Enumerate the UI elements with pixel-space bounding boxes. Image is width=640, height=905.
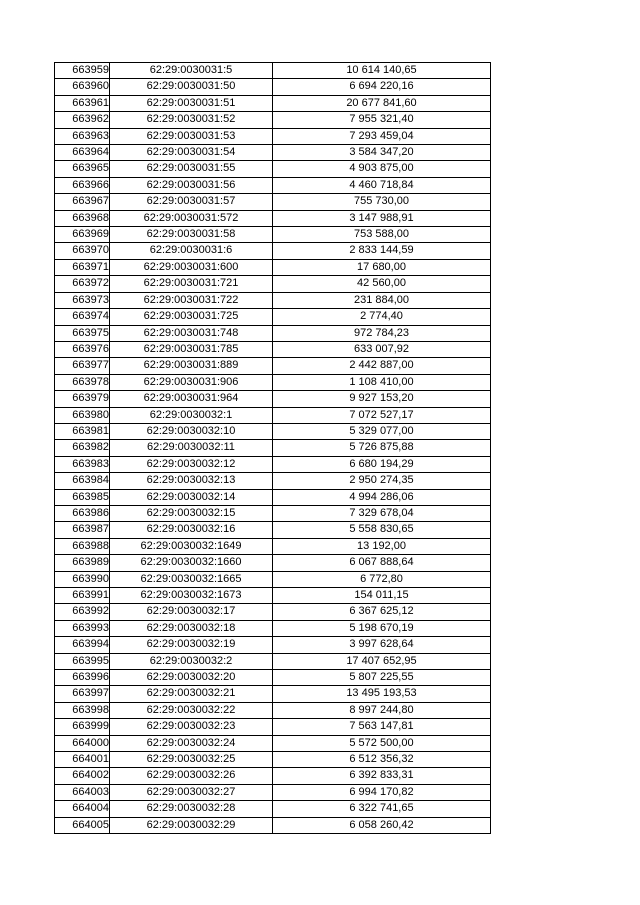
row-id-cell: 663997 bbox=[55, 686, 110, 702]
cadastral-number-cell: 62:29:0030032:1 bbox=[110, 407, 273, 423]
cadastral-number-cell: 62:29:0030031:748 bbox=[110, 325, 273, 341]
table-row bbox=[55, 752, 491, 768]
cadastral-number-cell: 62:29:0030032:16 bbox=[110, 522, 273, 538]
table-row bbox=[55, 719, 491, 735]
table-row bbox=[55, 243, 491, 259]
table-row bbox=[55, 768, 491, 784]
cadastral-number-cell: 62:29:0030031:57 bbox=[110, 194, 273, 210]
cadastral-number-cell: 62:29:0030031:906 bbox=[110, 374, 273, 390]
cadastral-number-cell: 62:29:0030032:13 bbox=[110, 473, 273, 489]
row-id-cell: 663976 bbox=[55, 341, 110, 357]
table-body bbox=[55, 63, 491, 834]
cadastral-number-cell: 62:29:0030032:22 bbox=[110, 702, 273, 718]
table-row bbox=[55, 571, 491, 587]
row-id-cell: 663971 bbox=[55, 259, 110, 275]
row-id-cell: 663965 bbox=[55, 161, 110, 177]
row-id-cell: 663989 bbox=[55, 555, 110, 571]
table-row bbox=[55, 620, 491, 636]
row-id-cell: 663967 bbox=[55, 194, 110, 210]
value-cell: 10 614 140,65 bbox=[273, 63, 491, 79]
table-row bbox=[55, 686, 491, 702]
row-id-cell: 664005 bbox=[55, 817, 110, 833]
row-id-cell: 663988 bbox=[55, 538, 110, 554]
cadastral-number-cell: 62:29:0030032:23 bbox=[110, 719, 273, 735]
value-cell: 13 192,00 bbox=[273, 538, 491, 554]
row-id-cell: 664002 bbox=[55, 768, 110, 784]
table-row bbox=[55, 440, 491, 456]
value-cell: 4 903 875,00 bbox=[273, 161, 491, 177]
value-cell: 6 322 741,65 bbox=[273, 801, 491, 817]
row-id-cell: 663973 bbox=[55, 292, 110, 308]
value-cell: 633 007,92 bbox=[273, 341, 491, 357]
table-row bbox=[55, 95, 491, 111]
value-cell: 5 807 225,55 bbox=[273, 670, 491, 686]
row-id-cell: 663960 bbox=[55, 79, 110, 95]
value-cell: 6 392 833,31 bbox=[273, 768, 491, 784]
row-id-cell: 663992 bbox=[55, 604, 110, 620]
cadastral-number-cell: 62:29:0030031:5 bbox=[110, 63, 273, 79]
value-cell: 6 772,80 bbox=[273, 571, 491, 587]
table-row bbox=[55, 423, 491, 439]
table-sheet bbox=[54, 62, 491, 834]
cadastral-number-cell: 62:29:0030032:12 bbox=[110, 456, 273, 472]
value-cell: 3 997 628,64 bbox=[273, 637, 491, 653]
row-id-cell: 663980 bbox=[55, 407, 110, 423]
table-row bbox=[55, 801, 491, 817]
cadastral-number-cell: 62:29:0030031:58 bbox=[110, 227, 273, 243]
table-row bbox=[55, 735, 491, 751]
value-cell: 7 563 147,81 bbox=[273, 719, 491, 735]
table-row bbox=[55, 309, 491, 325]
table-row bbox=[55, 456, 491, 472]
table-row bbox=[55, 374, 491, 390]
value-cell: 7 955 321,40 bbox=[273, 112, 491, 128]
cadastral-number-cell: 62:29:0030031:889 bbox=[110, 358, 273, 374]
table-row bbox=[55, 538, 491, 554]
value-cell: 6 512 356,32 bbox=[273, 752, 491, 768]
row-id-cell: 663990 bbox=[55, 571, 110, 587]
value-cell: 5 329 077,00 bbox=[273, 423, 491, 439]
row-id-cell: 664001 bbox=[55, 752, 110, 768]
value-cell: 17 680,00 bbox=[273, 259, 491, 275]
value-cell: 6 994 170,82 bbox=[273, 784, 491, 800]
value-cell: 7 072 527,17 bbox=[273, 407, 491, 423]
value-cell: 2 833 144,59 bbox=[273, 243, 491, 259]
value-cell: 5 198 670,19 bbox=[273, 620, 491, 636]
value-cell: 9 927 153,20 bbox=[273, 391, 491, 407]
row-id-cell: 664000 bbox=[55, 735, 110, 751]
cadastral-number-cell: 62:29:0030032:17 bbox=[110, 604, 273, 620]
cadastral-number-cell: 62:29:0030032:10 bbox=[110, 423, 273, 439]
table-row bbox=[55, 505, 491, 521]
table-row bbox=[55, 341, 491, 357]
cadastral-number-cell: 62:29:0030032:1649 bbox=[110, 538, 273, 554]
row-id-cell: 663979 bbox=[55, 391, 110, 407]
row-id-cell: 663999 bbox=[55, 719, 110, 735]
cadastral-number-cell: 62:29:0030032:20 bbox=[110, 670, 273, 686]
row-id-cell: 663987 bbox=[55, 522, 110, 538]
table-row bbox=[55, 292, 491, 308]
cadastral-number-cell: 62:29:0030032:27 bbox=[110, 784, 273, 800]
value-cell: 7 293 459,04 bbox=[273, 128, 491, 144]
row-id-cell: 663998 bbox=[55, 702, 110, 718]
table-row bbox=[55, 784, 491, 800]
table-row bbox=[55, 194, 491, 210]
cadastral-number-cell: 62:29:0030031:572 bbox=[110, 210, 273, 226]
table-row bbox=[55, 588, 491, 604]
table-row bbox=[55, 522, 491, 538]
row-id-cell: 663991 bbox=[55, 588, 110, 604]
value-cell: 2 774,40 bbox=[273, 309, 491, 325]
row-id-cell: 663970 bbox=[55, 243, 110, 259]
row-id-cell: 663975 bbox=[55, 325, 110, 341]
row-id-cell: 663974 bbox=[55, 309, 110, 325]
value-cell: 17 407 652,95 bbox=[273, 653, 491, 669]
value-cell: 4 460 718,84 bbox=[273, 177, 491, 193]
value-cell: 753 588,00 bbox=[273, 227, 491, 243]
row-id-cell: 663984 bbox=[55, 473, 110, 489]
cadastral-number-cell: 62:29:0030032:18 bbox=[110, 620, 273, 636]
cadastral-number-cell: 62:29:0030032:15 bbox=[110, 505, 273, 521]
table-row bbox=[55, 653, 491, 669]
table-row bbox=[55, 637, 491, 653]
table-row bbox=[55, 210, 491, 226]
row-id-cell: 663959 bbox=[55, 63, 110, 79]
value-cell: 972 784,23 bbox=[273, 325, 491, 341]
value-cell: 3 147 988,91 bbox=[273, 210, 491, 226]
table-row bbox=[55, 161, 491, 177]
value-cell: 13 495 193,53 bbox=[273, 686, 491, 702]
cadastral-number-cell: 62:29:0030032:21 bbox=[110, 686, 273, 702]
value-cell: 2 442 887,00 bbox=[273, 358, 491, 374]
value-cell: 1 108 410,00 bbox=[273, 374, 491, 390]
table-row bbox=[55, 407, 491, 423]
cadastral-number-cell: 62:29:0030032:19 bbox=[110, 637, 273, 653]
row-id-cell: 663978 bbox=[55, 374, 110, 390]
value-cell: 20 677 841,60 bbox=[273, 95, 491, 111]
value-cell: 42 560,00 bbox=[273, 276, 491, 292]
row-id-cell: 663963 bbox=[55, 128, 110, 144]
value-cell: 231 884,00 bbox=[273, 292, 491, 308]
cadastral-number-cell: 62:29:0030032:11 bbox=[110, 440, 273, 456]
table-row bbox=[55, 276, 491, 292]
row-id-cell: 663996 bbox=[55, 670, 110, 686]
cadastral-number-cell: 62:29:0030031:964 bbox=[110, 391, 273, 407]
row-id-cell: 663985 bbox=[55, 489, 110, 505]
value-cell: 4 994 286,06 bbox=[273, 489, 491, 505]
cadastral-number-cell: 62:29:0030031:54 bbox=[110, 145, 273, 161]
row-id-cell: 663981 bbox=[55, 423, 110, 439]
row-id-cell: 663961 bbox=[55, 95, 110, 111]
cadastral-number-cell: 62:29:0030032:28 bbox=[110, 801, 273, 817]
cadastral-number-cell: 62:29:0030032:1660 bbox=[110, 555, 273, 571]
table-row bbox=[55, 79, 491, 95]
cadastral-number-cell: 62:29:0030031:55 bbox=[110, 161, 273, 177]
cadastral-number-cell: 62:29:0030032:1665 bbox=[110, 571, 273, 587]
table-row bbox=[55, 177, 491, 193]
row-id-cell: 663968 bbox=[55, 210, 110, 226]
table-row bbox=[55, 128, 491, 144]
table-row bbox=[55, 473, 491, 489]
cadastral-number-cell: 62:29:0030032:1673 bbox=[110, 588, 273, 604]
table-row bbox=[55, 227, 491, 243]
value-cell: 755 730,00 bbox=[273, 194, 491, 210]
cadastral-number-cell: 62:29:0030031:6 bbox=[110, 243, 273, 259]
row-id-cell: 664003 bbox=[55, 784, 110, 800]
table-row bbox=[55, 63, 491, 79]
cadastral-number-cell: 62:29:0030031:52 bbox=[110, 112, 273, 128]
cadastral-number-cell: 62:29:0030031:50 bbox=[110, 79, 273, 95]
row-id-cell: 663994 bbox=[55, 637, 110, 653]
value-cell: 3 584 347,20 bbox=[273, 145, 491, 161]
value-cell: 6 067 888,64 bbox=[273, 555, 491, 571]
table-row bbox=[55, 555, 491, 571]
table-row bbox=[55, 358, 491, 374]
value-cell: 6 058 260,42 bbox=[273, 817, 491, 833]
row-id-cell: 664004 bbox=[55, 801, 110, 817]
cadastral-number-cell: 62:29:0030031:725 bbox=[110, 309, 273, 325]
table-row bbox=[55, 259, 491, 275]
row-id-cell: 663972 bbox=[55, 276, 110, 292]
row-id-cell: 663982 bbox=[55, 440, 110, 456]
cadastral-number-cell: 62:29:0030032:2 bbox=[110, 653, 273, 669]
value-cell: 8 997 244,80 bbox=[273, 702, 491, 718]
table-row bbox=[55, 145, 491, 161]
table-row bbox=[55, 670, 491, 686]
row-id-cell: 663977 bbox=[55, 358, 110, 374]
table-row bbox=[55, 112, 491, 128]
row-id-cell: 663993 bbox=[55, 620, 110, 636]
cadastral-number-cell: 62:29:0030031:600 bbox=[110, 259, 273, 275]
row-id-cell: 663995 bbox=[55, 653, 110, 669]
row-id-cell: 663986 bbox=[55, 505, 110, 521]
table-row bbox=[55, 489, 491, 505]
row-id-cell: 663966 bbox=[55, 177, 110, 193]
cadastral-number-cell: 62:29:0030031:721 bbox=[110, 276, 273, 292]
value-cell: 2 950 274,35 bbox=[273, 473, 491, 489]
value-cell: 6 367 625,12 bbox=[273, 604, 491, 620]
cadastral-number-cell: 62:29:0030032:29 bbox=[110, 817, 273, 833]
cadastral-number-cell: 62:29:0030032:25 bbox=[110, 752, 273, 768]
data-table bbox=[54, 62, 491, 834]
cadastral-number-cell: 62:29:0030032:14 bbox=[110, 489, 273, 505]
table-row bbox=[55, 391, 491, 407]
value-cell: 154 011,15 bbox=[273, 588, 491, 604]
value-cell: 6 680 194,29 bbox=[273, 456, 491, 472]
value-cell: 5 572 500,00 bbox=[273, 735, 491, 751]
cadastral-number-cell: 62:29:0030032:26 bbox=[110, 768, 273, 784]
cadastral-number-cell: 62:29:0030031:53 bbox=[110, 128, 273, 144]
row-id-cell: 663983 bbox=[55, 456, 110, 472]
value-cell: 5 558 830,65 bbox=[273, 522, 491, 538]
table-row bbox=[55, 604, 491, 620]
cadastral-number-cell: 62:29:0030032:24 bbox=[110, 735, 273, 751]
table-row bbox=[55, 702, 491, 718]
row-id-cell: 663969 bbox=[55, 227, 110, 243]
value-cell: 7 329 678,04 bbox=[273, 505, 491, 521]
cadastral-number-cell: 62:29:0030031:51 bbox=[110, 95, 273, 111]
cadastral-number-cell: 62:29:0030031:722 bbox=[110, 292, 273, 308]
cadastral-number-cell: 62:29:0030031:56 bbox=[110, 177, 273, 193]
row-id-cell: 663962 bbox=[55, 112, 110, 128]
cadastral-number-cell: 62:29:0030031:785 bbox=[110, 341, 273, 357]
table-row bbox=[55, 817, 491, 833]
value-cell: 5 726 875,88 bbox=[273, 440, 491, 456]
row-id-cell: 663964 bbox=[55, 145, 110, 161]
value-cell: 6 694 220,16 bbox=[273, 79, 491, 95]
table-row bbox=[55, 325, 491, 341]
